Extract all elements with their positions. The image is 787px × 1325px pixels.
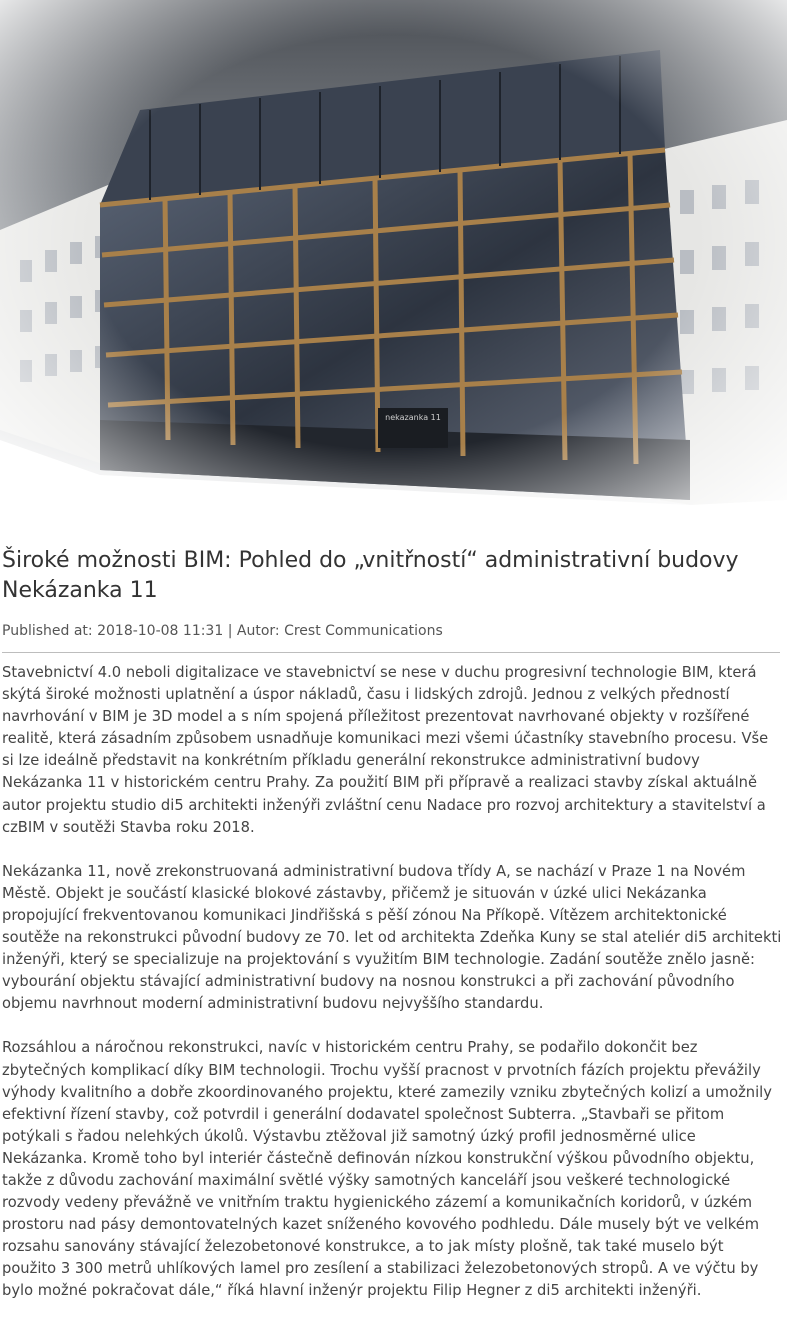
published-label: Published at:: [2, 623, 93, 639]
divider: [2, 652, 780, 653]
hero-image: [0, 0, 787, 538]
author-label: Autor:: [236, 623, 280, 639]
building-render: [0, 0, 787, 538]
article-body: [2, 662, 782, 1325]
paragraph: Nekázanka 11, nově zrekonstruovaná administrativní budova třídy A, se nachází v Praze 1 na Novém Městě. Objekt je součástí klasické blokové zástavby, přičemž je situován v úzké ulici Nekázanka propojující frekventovanou komunikaci Jindřišská s pěší zónou Na Příkopě. Vítězem architektonické soutěže na rekonstrukci původní budovy ze 70. let od architekta Zdeňka Kuny se stal ateliér di5 architekti inženýři, který se specializuje na projektování s využitím BIM technologie. Zadání soutěže znělo jasně: vybourání objektu stávající administrativní budovy na nosnou konstrukci a při zachování původního objemu navrhnout moderní administrativní budovu nejvyššího standardu.: [2, 862, 782, 1013]
meta-separator: |: [227, 623, 233, 639]
article-title: Široké možnosti BIM: Pohled do „vnitřností“ administrativní budovy Nekázanka 11: [2, 548, 739, 603]
article-meta: [2, 621, 782, 641]
paragraph: Stavebnictví 4.0 neboli digitalizace ve stavebnictví se nese v duchu progresivní technologie BIM, která skýtá široké možnosti uplatnění a úspor nákladů, času i lidských zdrojů. Jednou z velkých předností navrhování v BIM je 3D model a s ním spojená příležitost prezentovat navrhované objekty v rozšířené realitě, která zásadním způsobem usnadňuje komunikaci mezi všemi účastníky stavebního procesu. Vše si lze ideálně představit na konkrétním příkladu generální rekonstrukce administrativní budovy Nekázanka 11 v historickém centru Prahy. Za použití BIM při přípravě a realizaci stavby získal aktuálně autor projektu studio di5 architekti inženýři zvláštní cenu Nadace pro rozvoj architektury a stavitelství a czBIM v soutěži Stavba roku 2018.: [2, 664, 769, 836]
paragraph: Rozsáhlou a náročnou rekonstrukci, navíc v historickém centru Prahy, se podařilo dokončit bez zbytečných komplikací díky BIM technologii. Trochu vyšší pracnost v prvotních fázích projektu převážily výhody kvalitního a dobře zkoordinovaného projektu, které zamezily vzniku zbytečných kolizí a umožnily efektivní řízení stavby, což potvrdil i generální dodavatel společnost Subterra. „Stavbaři se přitom potýkali s řadou nelehkých úkolů. Výstavbu ztěžoval již samotný úzký profil jednosměrné ulice Nekázanka. Kromě toho byl interiér částečně definován nízkou konstrukční výškou původního objektu, takže z důvodu zachování maximální světlé výšky samotných kanceláří jsou veškeré technologické rozvody vedeny převážně ve vnitřním traktu hygienického zázemí a komunikačních koridorů, v úzkém prostoru nad pásy demontovatelných kazet sníženého kovového podhledu. Dále musely být ve velkém rozsahu sanovány stávající železobetonové konstrukce, a to jak místy plošně, tak také muselo být použito 3 300 metrů uhlíkových lamel pro zesílení a stabilizaci železobetonových stropů. A ve výčtu by bylo možné pokračovat dále,“ říká hlavní inženýr projektu Filip Hegner z di5 architekti inženýři.: [2, 1039, 772, 1300]
author-name: Crest Communications: [284, 623, 443, 639]
published-date: 2018-10-08 11:31: [97, 623, 224, 639]
